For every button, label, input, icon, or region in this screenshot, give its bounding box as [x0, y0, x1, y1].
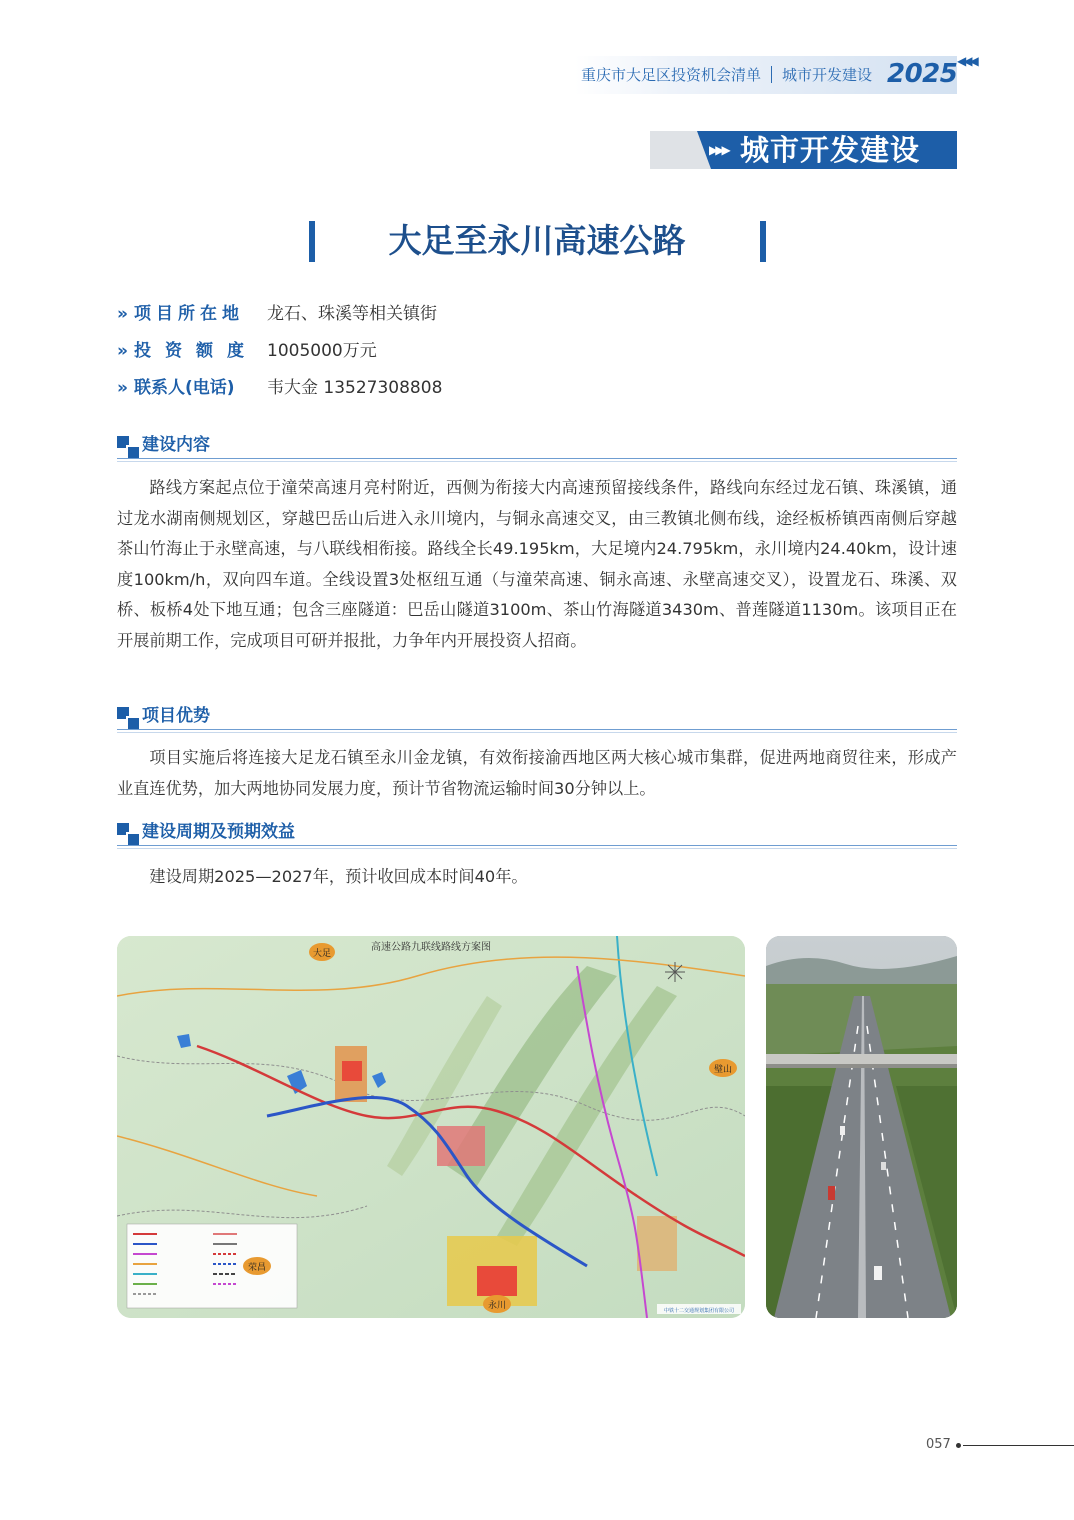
route-map-image: [117, 936, 745, 1318]
double-chevron-icon: »: [117, 341, 128, 361]
section-banner-title: 城市开发建设: [740, 133, 921, 167]
section-rule-light: [117, 848, 957, 849]
footer-dot: [956, 1443, 961, 1448]
page-number: 057: [926, 1437, 951, 1452]
info-label: » 项目所在地: [117, 304, 244, 324]
section-rule: [117, 729, 957, 730]
info-value: 龙石、珠溪等相关镇街: [267, 304, 437, 324]
info-row-investment: [117, 338, 377, 364]
triple-arrow-left-icon: ◀◀◀: [957, 54, 976, 68]
info-row-location: [117, 301, 437, 327]
title-bar-right: [760, 221, 766, 262]
section-body: 路线方案起点位于潼荣高速月亮村附近，西侧为衔接大内高速预留接线条件，路线向东经过龙石镇、珠溪镇，通过龙水湖南侧规划区，穿越巴岳山后进入永川境内，与铜永高速交叉，由三教镇北侧布线，途经板桥镇西南侧后穿越茶山竹海止于永壁高速，与八联线相衔接。路线全长49.195km，大足境内24.795km，永川境内24.40km，设计速度100km/h，双向四车道。全线设置3处枢纽互通（与潼荣高速、铜永高速、永壁高速交叉），设置龙石、珠溪、双桥、板桥4处下地互通；包含三座隧道：巴岳山隧道3100m、茶山竹海隧道3430m、普莲隧道1130m。该项目正在开展前期工作，完成项目可研并报批，力争年内开展投资人招商。: [117, 478, 957, 650]
section-icon: [117, 436, 137, 456]
section-rule-light: [117, 732, 957, 733]
info-label: » 联系人(电话): [117, 378, 235, 398]
doc-name: 重庆市大足区投资机会清单: [581, 66, 762, 84]
map-label-rongchang: 荣昌: [247, 1263, 267, 1273]
header-year: 2025: [887, 59, 958, 89]
section-rule-light: [117, 461, 957, 462]
double-chevron-icon: »: [117, 378, 128, 398]
section-title: 建设内容: [142, 435, 210, 455]
info-label: » 投资额度: [117, 341, 258, 361]
section-body: 建设周期2025—2027年，预计收回成本时间40年。: [149, 867, 528, 886]
running-header: [581, 63, 872, 87]
section-icon: [117, 823, 137, 843]
section-rule: [117, 458, 957, 459]
double-chevron-icon: »: [117, 304, 128, 324]
map-label-yongchuan: 永川: [487, 1301, 507, 1311]
section-rule: [117, 845, 957, 846]
footer-rule: [963, 1445, 1074, 1446]
map-title: 高速公路九联线路线方案图: [371, 942, 491, 953]
section-title: 项目优势: [142, 706, 210, 726]
highway-photo: [766, 936, 957, 1318]
header-section: 城市开发建设: [782, 66, 873, 84]
triple-arrow-right-icon: ▶▶▶: [709, 143, 728, 157]
header-divider: [771, 66, 772, 83]
info-value: 韦大金 13527308808: [267, 378, 443, 398]
info-row-contact: [117, 375, 442, 401]
map-label-dazu: 大足: [312, 949, 332, 959]
section-icon: [117, 707, 137, 727]
map-label-bishan: 璧山: [713, 1065, 733, 1075]
map-credit: 中铁十二交通规划集团有限公司: [663, 1308, 735, 1314]
section-title: 建设周期及预期效益: [142, 822, 295, 842]
page-title: 大足至永川高速公路: [388, 221, 686, 260]
section-body: 项目实施后将连接大足龙石镇至永川金龙镇，有效衔接渝西地区两大核心城市集群，促进两地商贸往来，形成产业直连优势，加大两地协同发展力度，预计节省物流运输时间30分钟以上。: [117, 748, 957, 798]
info-value: 1005000万元: [267, 341, 377, 361]
